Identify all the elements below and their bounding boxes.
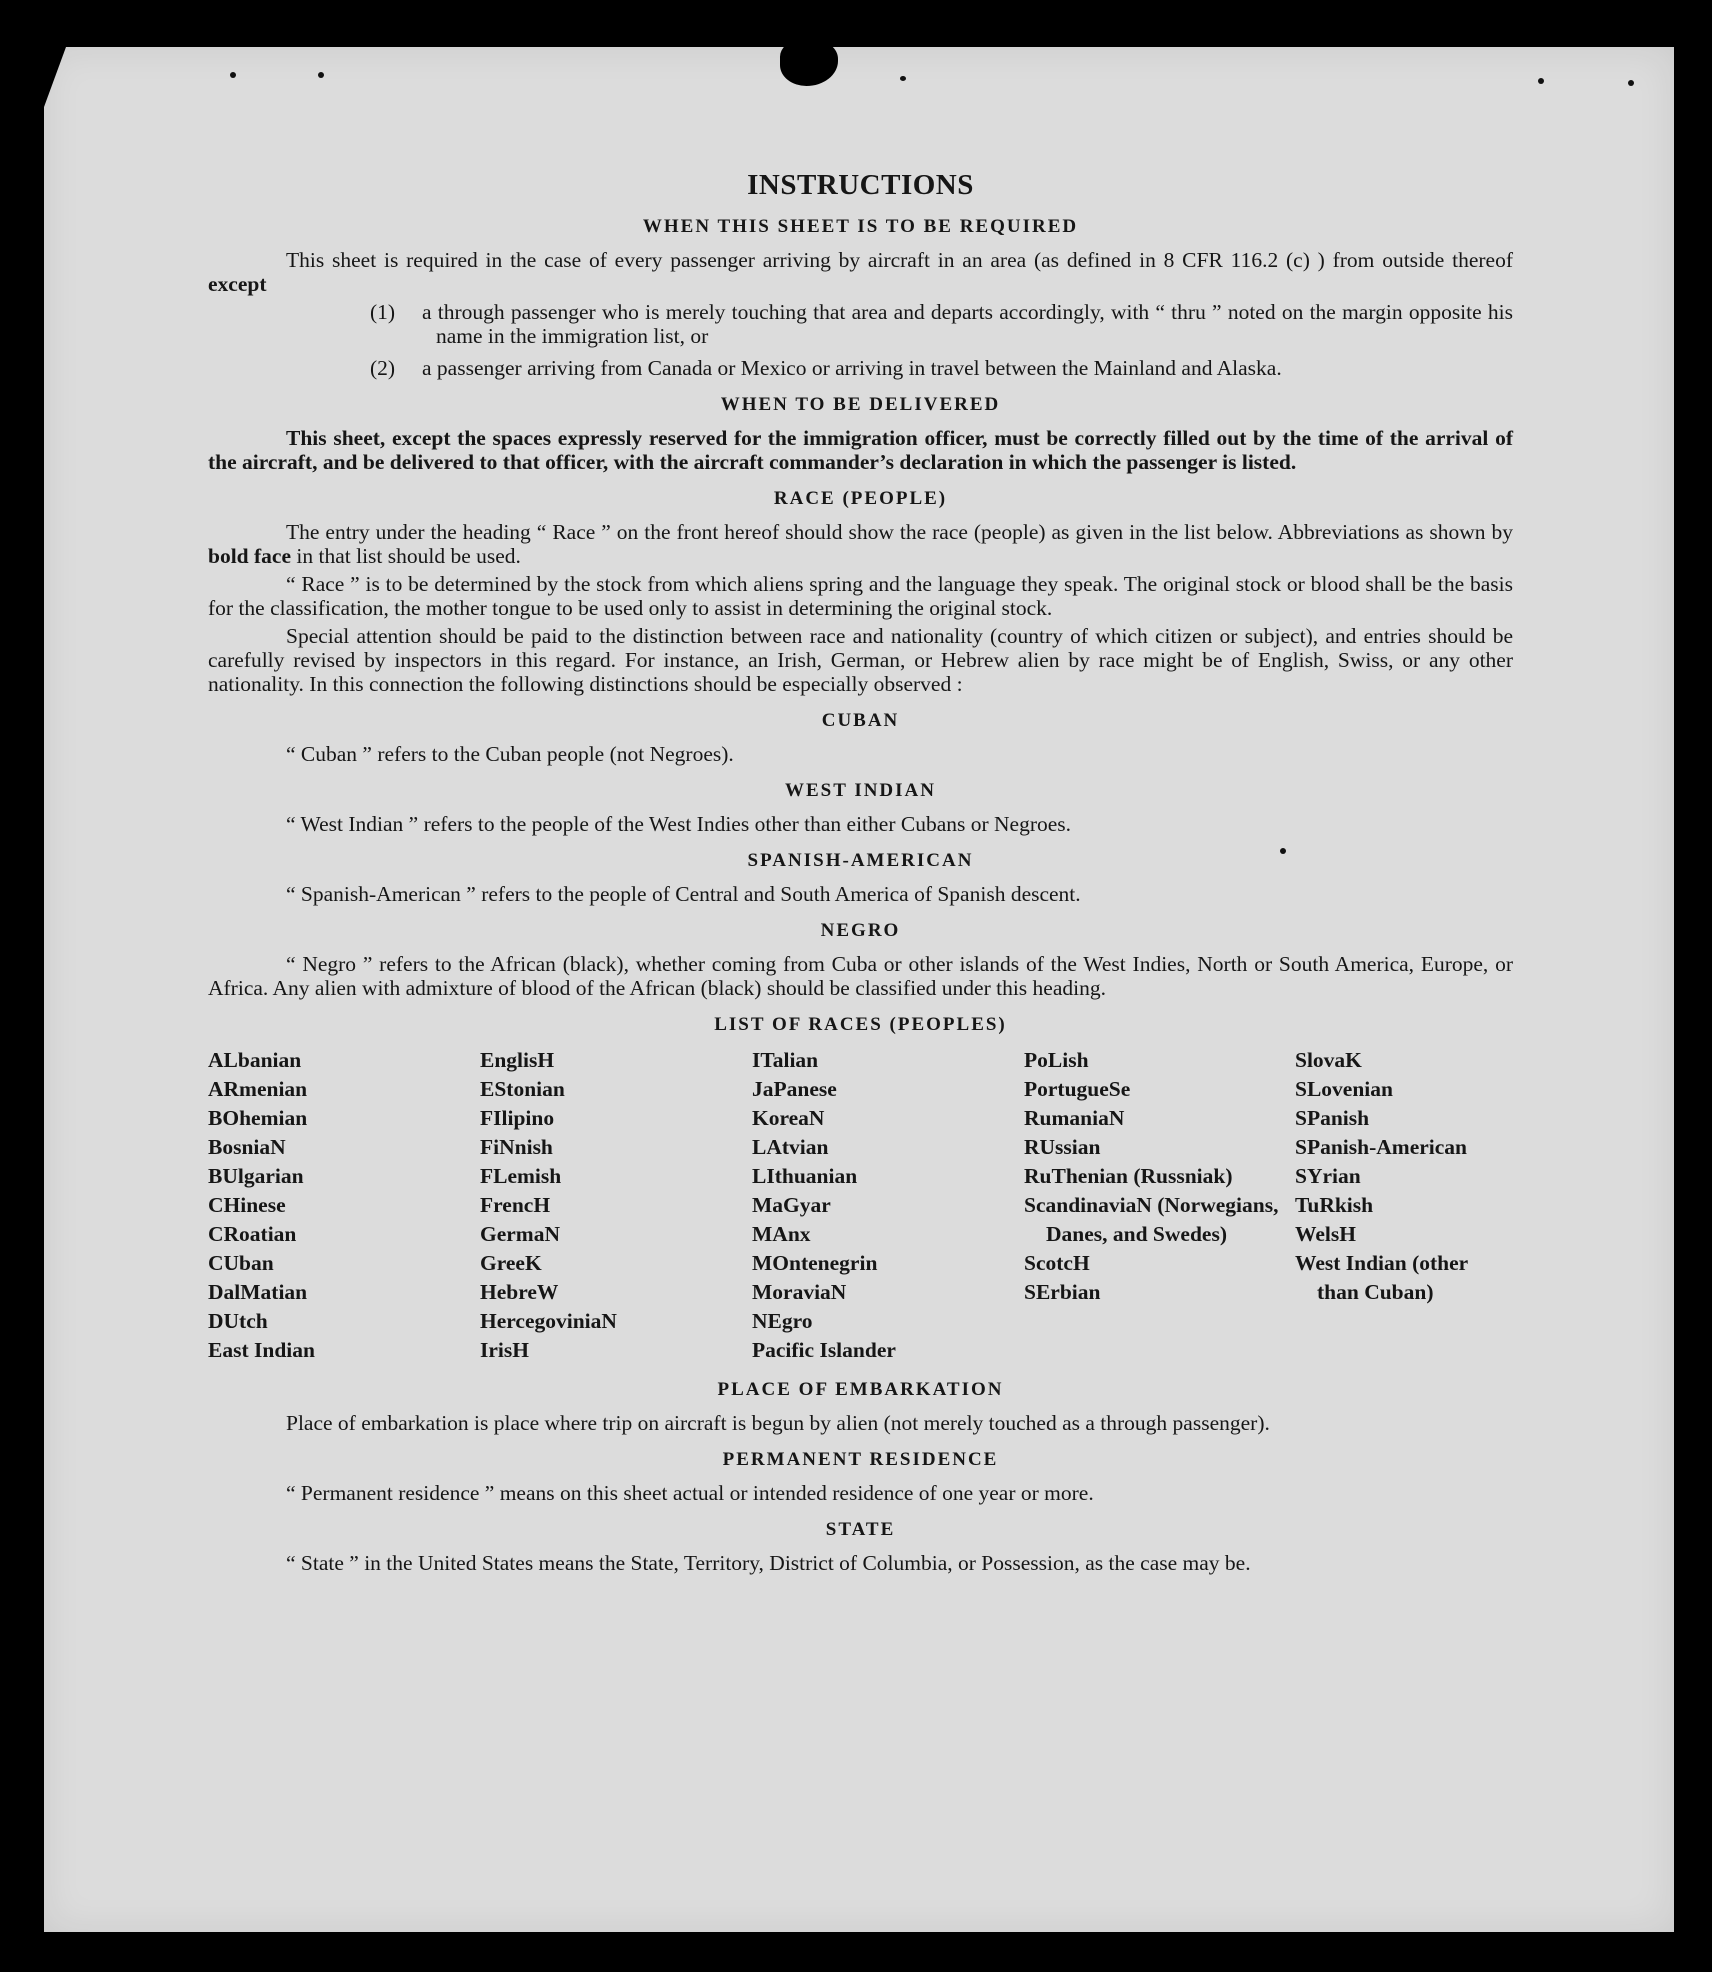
race-item: ALbanian	[208, 1048, 302, 1072]
race-item: MOntenegrin	[752, 1251, 878, 1275]
state-text: “ State ” in the United States means the State, Territory, District of Columbia, or Possession, as the case may be.	[286, 1551, 1251, 1575]
heading-race: RACE (PEOPLE)	[773, 488, 948, 509]
heading-embarkation: PLACE OF EMBARKATION	[717, 1379, 1004, 1400]
race-item: PoLish	[1024, 1048, 1089, 1072]
heading-cuban: CUBAN	[821, 710, 900, 731]
west-indian-text: “ West Indian ” refers to the people of the West Indies other than either Cubans or Negroes.	[286, 812, 1072, 836]
race-item: ScotcH	[1024, 1251, 1090, 1275]
heading-west-indian: WEST INDIAN	[785, 780, 936, 801]
race-item: Pacific Islander	[752, 1338, 896, 1362]
heading-when-delivered: WHEN TO BE DELIVERED	[720, 394, 1001, 415]
race-item: SPanish-American	[1295, 1135, 1467, 1159]
race-item: FLemish	[480, 1164, 562, 1188]
speck	[1628, 80, 1634, 86]
race-item: HercegoviniaN	[480, 1309, 617, 1333]
race-item: FIlipino	[480, 1106, 555, 1130]
speck	[230, 72, 236, 78]
race-item: JaPanese	[752, 1077, 837, 1101]
race-item: DUtch	[208, 1309, 268, 1333]
spanish-american-text: “ Spanish-American ” refers to the people of Central and South America of Spanish descent.	[286, 882, 1081, 906]
folded-corner	[44, 47, 66, 107]
race-item: RuThenian (Russniak)	[1024, 1164, 1233, 1188]
cuban-text: “ Cuban ” refers to the Cuban people (not Negroes).	[286, 742, 734, 766]
race-item: SYrian	[1295, 1164, 1361, 1188]
race-item: CHinese	[208, 1193, 286, 1217]
race-item: EnglisH	[480, 1048, 555, 1072]
negro-text: “ Negro ” refers to the African (black), whether coming from Cuba or other islands of the West Indies, North or South America, Europe, or Africa. Any alien with admixture of blood of the African (black) should be classified under this heading.	[208, 952, 1513, 1000]
race-item: IrisH	[480, 1338, 529, 1362]
race-item: LIthuanian	[752, 1164, 858, 1188]
races-column	[1295, 1046, 1513, 1365]
race-item: SLovenian	[1295, 1077, 1393, 1101]
races-column	[1024, 1046, 1295, 1365]
embarkation-text: Place of embarkation is place where trip on aircraft is begun by alien (not merely touched as a through passenger).	[286, 1411, 1270, 1435]
race-item: HebreW	[480, 1280, 559, 1304]
heading-state: STATE	[825, 1519, 896, 1540]
speck	[318, 72, 324, 78]
race-item: East Indian	[208, 1338, 315, 1362]
race-item: ScandinaviaN (Norwegians, Danes, and Swedes)	[1024, 1193, 1279, 1246]
race-item: EStonian	[480, 1077, 565, 1101]
page-title: INSTRUCTIONS	[747, 169, 974, 201]
race-item: FiNnish	[480, 1135, 553, 1159]
race-item: TuRkish	[1295, 1193, 1374, 1217]
race-item: ITalian	[752, 1048, 819, 1072]
race-item: CUban	[208, 1251, 274, 1275]
races-column	[752, 1046, 1024, 1365]
race-item: CRoatian	[208, 1222, 297, 1246]
race-item: BOhemian	[208, 1106, 308, 1130]
heading-list-of-races: LIST OF RACES (PEOPLES)	[714, 1014, 1007, 1035]
race-paragraph-3: Special attention should be paid to the distinction between race and nationality (country of which citizen or subject), and entries should be carefully revised by inspectors in this regard. For instance, an Irish, German, or Hebrew alien by race might be of English, Swiss, or any other nationality. In this connection the following distinctions should be especially observed :	[208, 624, 1513, 696]
race-item: GreeK	[480, 1251, 542, 1275]
race-item: RumaniaN	[1024, 1106, 1125, 1130]
race-item: West Indian (other than Cuban)	[1295, 1251, 1468, 1304]
race-item: SPanish	[1295, 1106, 1370, 1130]
race-item: MAnx	[752, 1222, 811, 1246]
race-item: LAtvian	[752, 1135, 829, 1159]
exception-list	[208, 300, 1513, 380]
speck	[900, 76, 906, 81]
race-item: MoraviaN	[752, 1280, 847, 1304]
when-required-intro: This sheet is required in the case of every passenger arriving by aircraft in an area (as defined in 8 CFR 116.2 (c) ) from outside thereof except	[208, 248, 1513, 296]
races-list	[208, 1046, 1513, 1365]
permanent-residence-text: “ Permanent residence ” means on this sheet actual or intended residence of one year or more.	[286, 1481, 1094, 1505]
race-item: FrencH	[480, 1193, 551, 1217]
heading-when-required: WHEN THIS SHEET IS TO BE REQUIRED	[642, 216, 1079, 237]
speck	[1538, 78, 1544, 84]
races-column	[480, 1046, 752, 1365]
race-item: WelsH	[1295, 1222, 1356, 1246]
race-item: KoreaN	[752, 1106, 825, 1130]
when-delivered-text: This sheet, except the spaces expressly reserved for the immigration officer, must be correctly filled out by the time of the arrival of the aircraft, and be delivered to that officer, with the aircraft commander’s declaration in which the passenger is listed.	[208, 426, 1513, 474]
race-item: PortugueSe	[1024, 1077, 1131, 1101]
instructions-content	[208, 165, 1513, 1575]
race-paragraph-2: “ Race ” is to be determined by the stock from which aliens spring and the language they speak. The original stock or blood shall be the basis for the classification, the mother tongue to be used only to assist in determining the original stock.	[208, 572, 1513, 620]
race-item: ARmenian	[208, 1077, 308, 1101]
race-item: NEgro	[752, 1309, 813, 1333]
heading-permanent-residence: PERMANENT RESIDENCE	[722, 1449, 999, 1470]
heading-negro: NEGRO	[820, 920, 901, 941]
race-item: MaGyar	[752, 1193, 831, 1217]
exception-item: (1) a through passenger who is merely touching that area and departs accordingly, with “ thru ” noted on the margin opposite his name in the immigration list, or	[370, 300, 1513, 348]
races-column	[208, 1046, 480, 1365]
heading-spanish-american: SPANISH-AMERICAN	[747, 850, 974, 871]
race-item: SlovaK	[1295, 1048, 1362, 1072]
race-item: GermaN	[480, 1222, 560, 1246]
race-item: RUssian	[1024, 1135, 1101, 1159]
race-item: SErbian	[1024, 1280, 1101, 1304]
race-item: BUlgarian	[208, 1164, 304, 1188]
exception-item: (2) a passenger arriving from Canada or Mexico or arriving in travel between the Mainland and Alaska.	[370, 356, 1282, 380]
race-item: DalMatian	[208, 1280, 308, 1304]
race-paragraph-1: The entry under the heading “ Race ” on the front hereof should show the race (people) as given in the list below. Abbreviations as shown by bold face in that list should be used.	[208, 520, 1513, 568]
race-item: BosniaN	[208, 1135, 286, 1159]
